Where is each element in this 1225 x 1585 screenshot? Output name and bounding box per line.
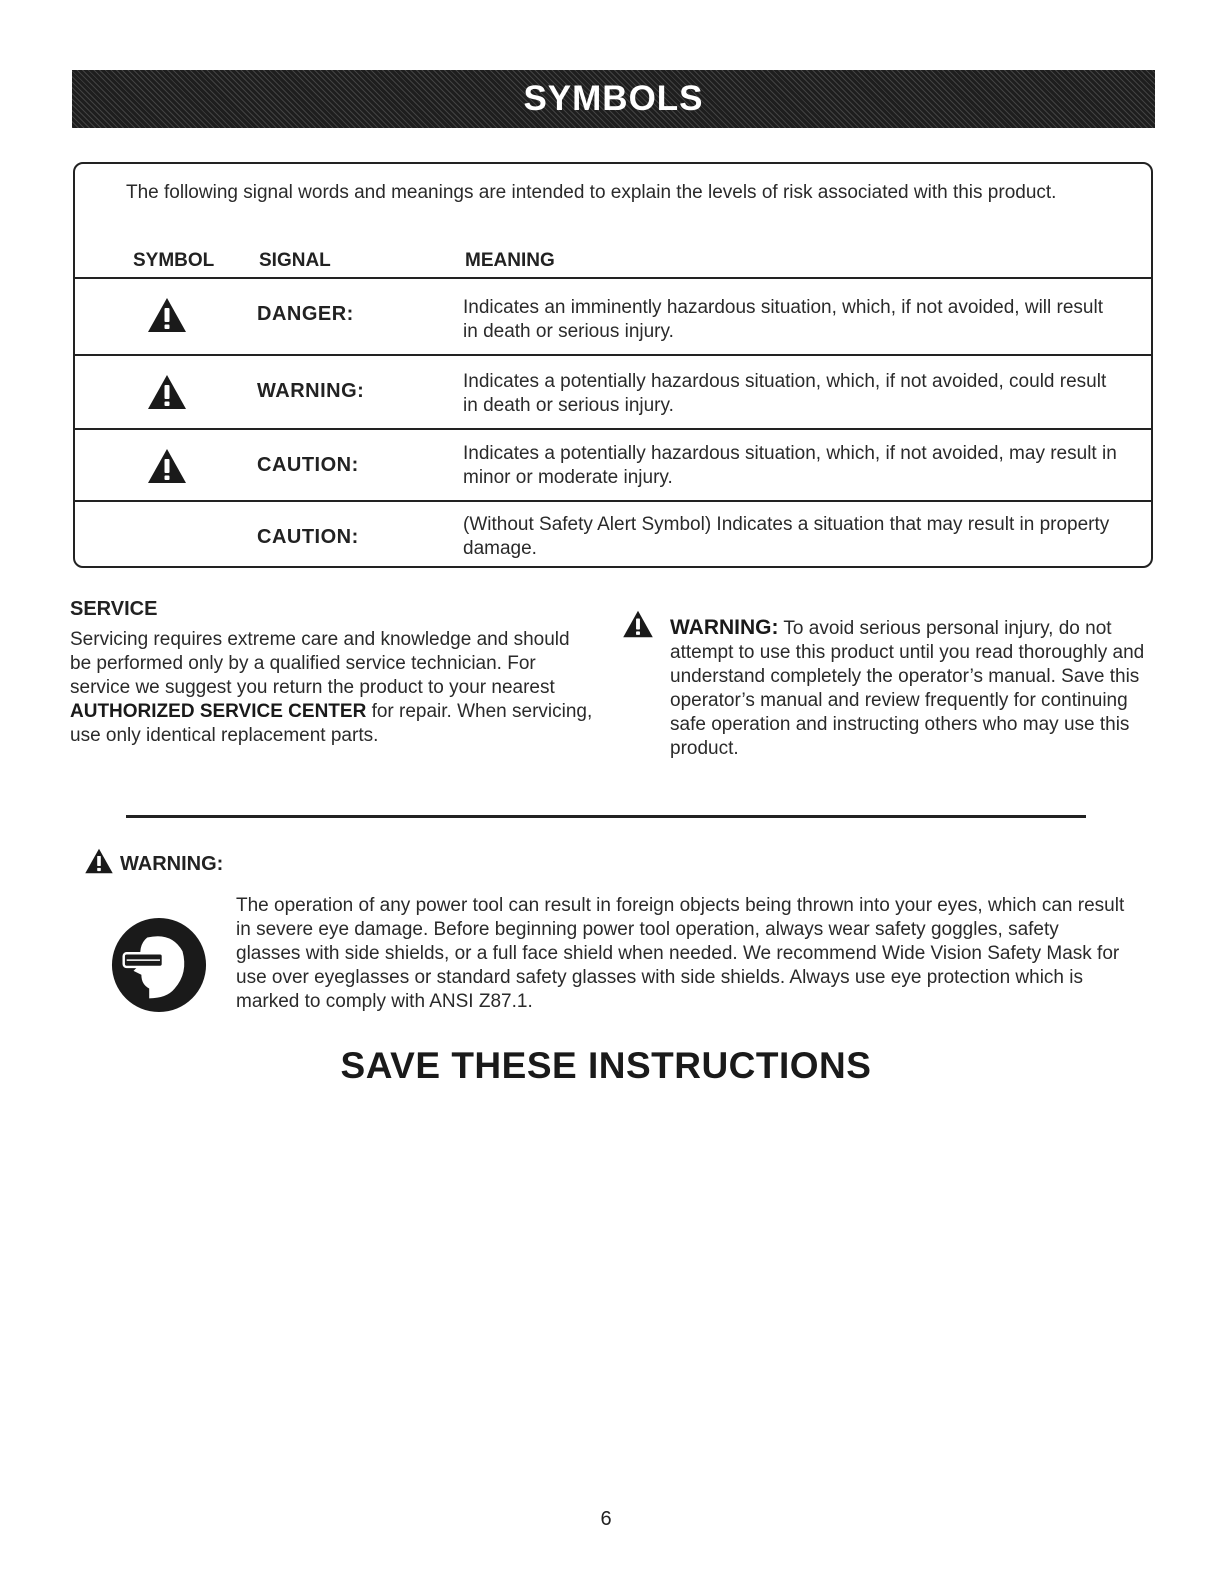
symbol-row-warning (73, 354, 1153, 428)
alert-triangle-icon (147, 374, 187, 410)
save-instructions-heading: SAVE THESE INSTRUCTIONS (340, 1045, 872, 1086)
warning-label: WARNING: (670, 616, 779, 639)
service-text-part: for repair. When servicing, use only identical replacement parts. (70, 701, 593, 746)
column-header-signal: SIGNAL (259, 250, 331, 271)
eye-warning-text: The operation of any power tool can result in foreign objects being thrown into your eyes, which can result in severe eye damage. Before beginning power tool operation, always wear safety goggles, safety glasses with side shields, or a full face shield when needed. We recommend Wide Vision Safety Mask for use over eyeglasses or standard safety glasses with side shields. Always use eye protection which is marked to comply with ANSI Z87.1. (236, 895, 1125, 1012)
safety-goggles-icon (110, 916, 208, 1014)
alert-triangle-icon (147, 297, 187, 333)
eye-warning-label: WARNING: (120, 853, 224, 875)
signal-meaning: Indicates an imminently hazardous situation, which, if not avoided, will result in death or serious injury. (463, 297, 1103, 342)
signal-meaning: (Without Safety Alert Symbol) Indicates a situation that may result in property damage. (463, 514, 1110, 559)
symbols-table (73, 162, 1153, 568)
service-center-emphasis: AUTHORIZED SERVICE CENTER (70, 701, 367, 722)
signal-word: WARNING: (257, 380, 365, 402)
warning-text: To avoid serious personal injury, do not attempt to use this product until you read thoroughly and understand completely the operator’s manual. Save this operator’s manual and review frequently for continuing safe operation and instructing others who may use this product. (670, 618, 1145, 759)
symbol-row-caution-no-symbol (73, 500, 1153, 566)
signal-word: DANGER: (257, 303, 354, 325)
symbol-row-caution (73, 428, 1153, 500)
section-title-banner (72, 70, 1155, 128)
service-text-part: Servicing requires extreme care and knowledge and should be performed only by a qualified service technician. For service we suggest you return the product to your nearest (70, 629, 570, 698)
alert-triangle-icon (84, 848, 114, 874)
page-number: 6 (600, 1508, 612, 1530)
signal-word: CAUTION: (257, 526, 359, 548)
symbols-intro: The following signal words and meanings are intended to explain the levels of risk associated with this product. (126, 182, 1057, 203)
alert-triangle-icon (147, 448, 187, 484)
symbol-row-danger (73, 277, 1153, 354)
service-heading: SERVICE (70, 598, 158, 620)
signal-meaning: Indicates a potentially hazardous situation, which, if not avoided, may result in minor or moderate injury. (463, 443, 1117, 488)
service-paragraph (70, 628, 595, 748)
column-header-meaning: MEANING (465, 250, 555, 271)
section-divider (126, 815, 1086, 818)
section-title: SYMBOLS (523, 79, 704, 118)
alert-triangle-icon (622, 610, 654, 638)
column-header-symbol: SYMBOL (133, 250, 215, 271)
signal-word: CAUTION: (257, 454, 359, 476)
manual-warning (670, 616, 1150, 761)
signal-meaning: Indicates a potentially hazardous situation, which, if not avoided, could result in death or serious injury. (463, 371, 1107, 416)
